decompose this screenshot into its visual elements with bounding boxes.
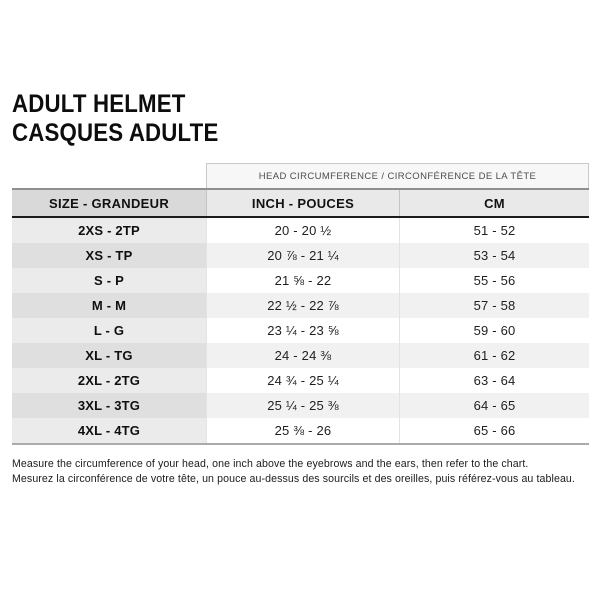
inch-cell: 20 ⅞ - 21 ¼ xyxy=(206,243,399,268)
table-row xyxy=(12,268,589,293)
inch-cell: 25 ⅜ - 26 xyxy=(206,418,399,443)
size-cell: 4XL - 4TG xyxy=(12,418,206,443)
inch-cell: 25 ¼ - 25 ⅜ xyxy=(206,393,399,418)
cm-cell: 59 - 60 xyxy=(399,318,589,343)
cm-cell: 65 - 66 xyxy=(399,418,589,443)
table-body xyxy=(12,218,589,445)
page-title xyxy=(12,90,218,148)
size-cell: XS - TP xyxy=(12,243,206,268)
cm-cell: 64 - 65 xyxy=(399,393,589,418)
inch-cell: 22 ½ - 22 ⅞ xyxy=(206,293,399,318)
size-cell: XL - TG xyxy=(12,343,206,368)
page-title-fr: CASQUES ADULTE xyxy=(12,119,219,147)
inch-cell: 24 ¾ - 25 ¼ xyxy=(206,368,399,393)
column-header-inch: INCH - POUCES xyxy=(206,190,399,216)
cm-cell: 63 - 64 xyxy=(399,368,589,393)
size-cell: 3XL - 3TG xyxy=(12,393,206,418)
inch-cell: 21 ⅝ - 22 xyxy=(206,268,399,293)
table-row xyxy=(12,393,589,418)
table-row xyxy=(12,293,589,318)
cm-cell: 53 - 54 xyxy=(399,243,589,268)
table-row xyxy=(12,368,589,393)
head-circumference-banner-row xyxy=(12,163,589,188)
column-header-cm: CM xyxy=(399,190,589,216)
inch-cell: 24 - 24 ⅜ xyxy=(206,343,399,368)
table-row xyxy=(12,318,589,343)
table-row xyxy=(12,218,589,243)
instruction-fr: Mesurez la circonférence de votre tête, un pouce au-dessus des sourcils et des oreilles, puis référez-vous au tableau. xyxy=(12,472,575,485)
table-header-row xyxy=(12,188,589,218)
cm-cell: 61 - 62 xyxy=(399,343,589,368)
size-cell: M - M xyxy=(12,293,206,318)
table-row xyxy=(12,243,589,268)
head-circumference-banner: HEAD CIRCUMFERENCE / CIRCONFÉRENCE DE LA TÊTE xyxy=(206,163,589,188)
cm-cell: 51 - 52 xyxy=(399,218,589,243)
page-title-en: ADULT HELMET xyxy=(12,90,186,118)
instruction-en: Measure the circumference of your head, one inch above the eyebrows and the ears, then refer to the chart. xyxy=(12,458,529,470)
size-cell: 2XL - 2TG xyxy=(12,368,206,393)
cm-cell: 57 - 58 xyxy=(399,293,589,318)
inch-cell: 23 ¼ - 23 ⅝ xyxy=(206,318,399,343)
table-row xyxy=(12,418,589,443)
table-row xyxy=(12,343,589,368)
column-header-size: SIZE - GRANDEUR xyxy=(12,190,206,216)
size-cell: L - G xyxy=(12,318,206,343)
size-cell: S - P xyxy=(12,268,206,293)
banner-spacer xyxy=(12,163,206,188)
inch-cell: 20 - 20 ½ xyxy=(206,218,399,243)
cm-cell: 55 - 56 xyxy=(399,268,589,293)
size-chart-table xyxy=(12,163,589,445)
measurement-instructions xyxy=(12,457,592,486)
size-cell: 2XS - 2TP xyxy=(12,218,206,243)
